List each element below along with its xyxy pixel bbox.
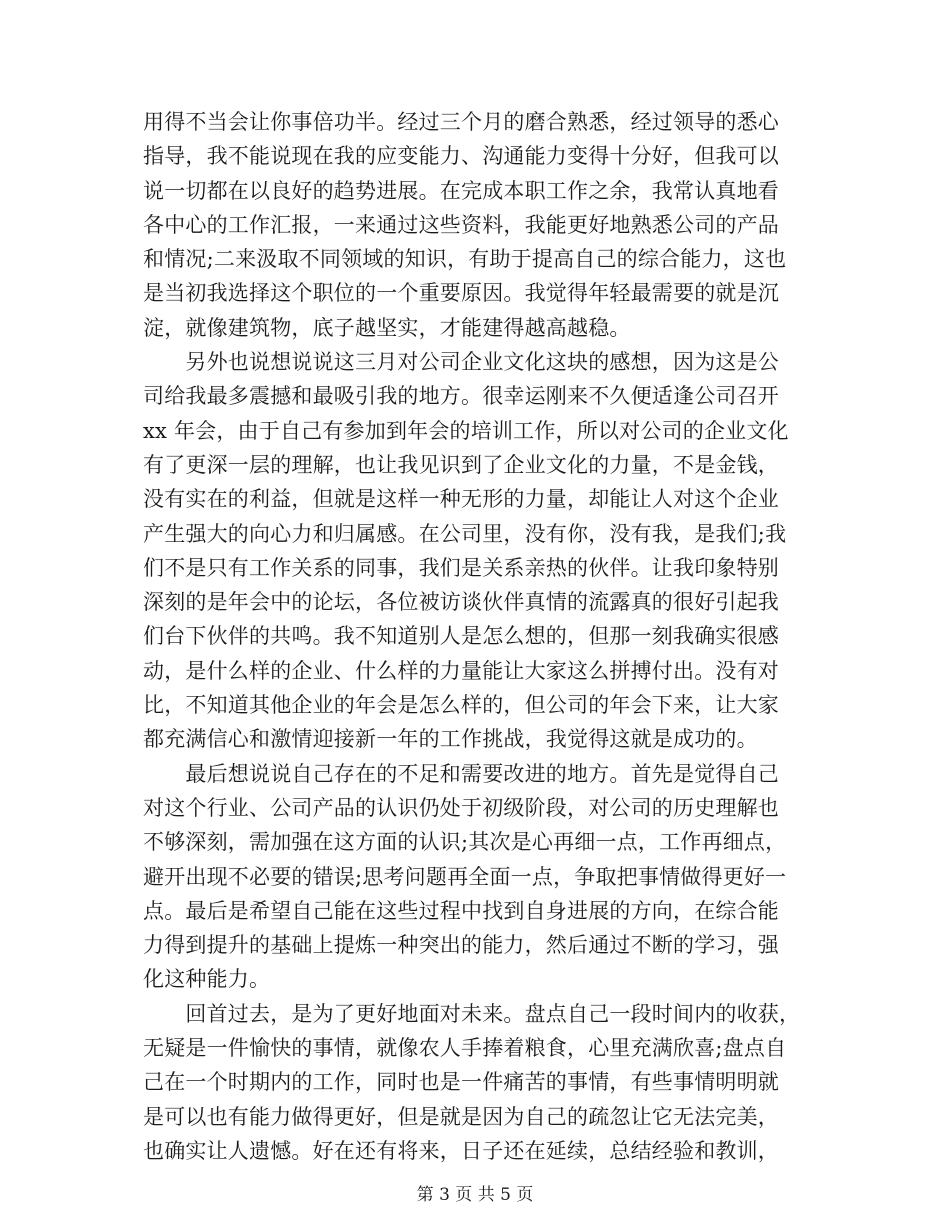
text-line: 力得到提升的基础上提炼一种突出的能力，然后通过不断的学习，强	[143, 933, 779, 958]
text-line: 各中心的工作汇报，一来通过这些资料，我能更好地熟悉公司的产品	[143, 212, 779, 237]
text-line: 是当初我选择这个职位的一个重要原因。我觉得年轻最需要的就是沉	[143, 281, 779, 306]
text-line: 无疑是一件愉快的事情，就像农人手捧着粮食，心里充满欣喜;盘点自	[143, 1036, 787, 1061]
text-line: 淀，就像建筑物，底子越坚实，才能建得越高越稳。	[143, 315, 631, 340]
text-line: 回首过去，是为了更好地面对未来。盘点自己一段时间内的收获，	[143, 1001, 801, 1026]
page-footer	[0, 1183, 950, 1207]
text-line: 点。最后是希望自己能在这些过程中找到自身进展的方向，在综合能	[143, 898, 779, 923]
text-line: 深刻的是年会中的论坛，各位被访谈伙伴真情的流露真的很好引起我	[143, 590, 779, 615]
text-line: 己在一个时期内的工作，同时也是一件痛苦的事情，有些事情明明就	[143, 1070, 779, 1095]
text-line: 和情况;二来汲取不同领域的知识，有助于提高自己的综合能力，这也	[143, 247, 787, 272]
text-line: 不够深刻，需加强在这方面的认识;其次是心再细一点，工作再细点，	[143, 830, 787, 855]
text-line: 有了更深一层的理解，也让我见识到了企业文化的力量，不是金钱，	[143, 452, 779, 477]
text-line: 们台下伙伴的共鸣。我不知道别人是怎么想的，但那一刻我确实很感	[143, 624, 779, 649]
text-line: 说一切都在以良好的趋势进展。在完成本职工作之余，我常认真地看	[143, 178, 779, 203]
text-line: 另外也说想说说这三月对公司企业文化这块的感想，因为这是公	[143, 350, 779, 375]
text-line: 避开出现不必要的错误;思考问题再全面一点，争取把事情做得更好一	[143, 864, 787, 889]
text-line: 们不是只有工作关系的同事，我们是关系亲热的伙伴。让我印象特别	[143, 555, 779, 580]
text-line: 化这种能力。	[143, 967, 271, 992]
text-line: 最后想说说自己存在的不足和需要改进的地方。首先是觉得自己	[143, 761, 779, 786]
text-line: xx 年会，由于自己有参加到年会的培训工作，所以对公司的企业文化	[143, 418, 789, 443]
text-line: 用得不当会让你事倍功半。经过三个月的磨合熟悉，经过领导的悉心	[143, 110, 779, 134]
text-line: 动，是什么样的企业、什么样的力量能让大家这么拼搏付出。没有对	[143, 658, 779, 683]
text-line: 比，不知道其他企业的年会是怎么样的，但公司的年会下来，让大家	[143, 693, 779, 718]
page-number-label: 第 3 页 共 5 页	[416, 1185, 534, 1205]
text-line: 是可以也有能力做得更好，但是就是因为自己的疏忽让它无法完美，	[143, 1104, 779, 1129]
text-line: 都充满信心和激情迎接新一年的工作挑战，我觉得这就是成功的。	[143, 727, 758, 752]
text-line: 对这个行业、公司产品的认识仍处于初级阶段，对公司的历史理解也	[143, 795, 779, 820]
text-line: 产生强大的向心力和归属感。在公司里，没有你，没有我，是我们;我	[143, 521, 787, 546]
text-line: 也确实让人遗憾。好在还有将来，日子还在延续，总结经验和教训，	[143, 1138, 779, 1163]
text-line: 司给我最多震撼和最吸引我的地方。很幸运刚来不久便适逢公司召开	[143, 384, 779, 409]
text-line: 没有实在的利益，但就是这样一种无形的力量，却能让人对这个企业	[143, 487, 779, 512]
document-body	[143, 105, 813, 1168]
text-line: 指导，我不能说现在我的应变能力、沟通能力变得十分好，但我可以	[143, 144, 779, 169]
